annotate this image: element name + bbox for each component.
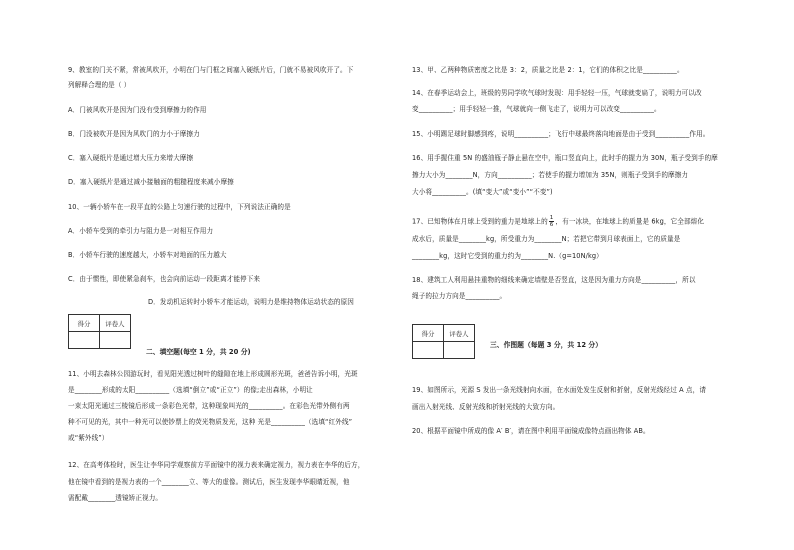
question-17-line-2: 成水后，质量是________kg，所受重力为________N；若把它带到月球表面上，它的质量是 [412,235,681,243]
question-11-line-3: 一束太阳光通过三棱镜后形成一条彩色光带，这种现象叫光的__________。在彩色光带外侧有两 [68,402,350,410]
question-9-option-a: A．门被风吹开是因为门没有受到摩擦力的作用 [68,106,207,114]
question-11-line-1: 11、小明去森林公园游玩时，看见阳光透过树叶的缝隙在地上形成圆形光斑，爸爸告诉小明，光斑 [68,370,358,378]
question-17-text-b: ，有一冰块，在地球上的质量是 6kg，它全部熔化 [555,217,705,226]
section-3-title: 三、作图题（每题 3 分，共 12 分） [490,341,603,349]
question-14-line-1: 14、在春季运动会上，班级的男同学吹气球时发现：用手轻轻一压，气球就变扁了，说明力可以改 [412,89,702,97]
grader-label: 评卷人 [444,325,475,342]
question-14-line-2: 变__________；用手轻轻一推，气球就向一侧飞走了，说明力可以改变__________。 [412,105,661,113]
question-17-line-3: ________kg，这时它受到的重力约为________N.（g=10N/kg） [412,252,603,260]
grader-cell[interactable] [100,332,131,349]
question-10-option-d: D．发动机运转时小轿车才能运动，说明力是维持物体运动状态的原因 [148,298,354,306]
question-9-option-d: D．塞入硬纸片是通过减小接触面的粗糙程度来减小摩擦 [68,178,234,186]
question-19-line-2: 画出入射光线、反射光线和折射光线的大致方向。 [412,403,560,411]
question-9-option-c: C．塞入硬纸片是通过增大压力来增大摩擦 [68,154,194,162]
question-11-line-4: 种不可见的光，其中一种光可以使钞票上的荧光物质发光，这种 光是__________（选填“红外线” [68,418,353,426]
score-label: 得分 [413,325,444,342]
section-2-title: 二、填空题(每空 1 分，共 20 分) [146,348,251,356]
question-15: 15、小明踢足球时脚感到疼，说明__________；飞行中球最终落向地面是由于受到__________作用。 [412,130,710,138]
score-table-section-2 [68,314,131,349]
question-10-option-b: B．小轿车行驶的速度越大，小轿车对地面的压力越大 [68,251,227,259]
question-16-line-3: 大小将__________。(填“变大”或“变小”“不变”) [412,188,553,196]
question-11-line-2: 是________形成的太阳__________（选填“倒立”或“正立”）的像;走出森林，小明让 [68,386,313,394]
question-10-option-c: C．由于惯性，即使紧急刹车，也会向前运动一段距离才能停下来 [68,275,261,283]
question-12-line-1: 12、在高考体检时，医生让李华同学观察前方平面镜中的视力表来确定视力，视力表在李华的后方， [68,461,365,469]
question-10-option-a: A．小轿车受到的牵引力与阻力是一对相互作用力 [68,227,214,235]
fraction-numerator: 1 [549,215,554,221]
question-11-line-5: 或“紫外线”） [68,434,109,442]
grader-label: 评卷人 [100,315,131,332]
score-label: 得分 [69,315,100,332]
question-17-line-1 [412,215,704,228]
question-9-option-b: B．门没被吹开是因为风吹门的力小于摩擦力 [68,130,200,138]
question-12-line-2: 他在镜中看到的是视力表的一个________立、等大的虚像。测试后，医生发现李华眼睛近视，他 [68,478,350,486]
question-9-line-2: 列解释合理的是（ ） [68,81,131,89]
question-10-stem: 10、一辆小轿车在一段平直的公路上匀速行驶的过程中，下列说法正确的是 [68,203,291,211]
fraction-denominator: 6 [549,222,554,228]
question-12-line-3: 需配戴________透镜矫正视力。 [68,494,163,502]
left-column [68,0,408,550]
fraction [549,215,555,228]
question-16-line-2: 擦力大小为________N，方向__________；若使手的握力增加为 35N，则瓶子受到手的摩擦力 [412,171,689,179]
question-19-line-1: 19、如图所示，光源 S 发出一条光线射向水面，在水面处发生反射和折射，反射光线经过 A 点，请 [412,386,707,394]
question-18-line-2: 绳子的拉力方向是__________。 [412,292,507,300]
question-20: 20、根据平面镜中所成的像 A′ B′，请在图中利用平面镜成像特点画出物体 AB。 [412,427,650,435]
question-18-line-1: 18、建筑工人利用悬挂重物的细线来确定墙壁是否竖直，这是因为重力方向是__________，所以 [412,276,696,284]
question-13: 13、甲、乙两种物质密度之比是 3：2，质量之比是 2：1，它们的体积之比是__________。 [412,66,684,74]
grader-cell[interactable] [444,342,475,359]
score-cell[interactable] [69,332,100,349]
question-9-line-1: 9、教室的门关不紧，常被风吹开，小明在门与门框之间塞入硬纸片后，门就不易被风吹开了。下 [68,66,354,74]
question-17-text-a: 17、已知物体在月球上受到的重力是地球上的 [412,217,548,226]
score-table-section-3 [412,324,475,359]
score-cell[interactable] [413,342,444,359]
question-16-line-1: 16、用手握住重 5N 的盛油瓶子静止悬在空中，瓶口竖直向上，此时手的握力为 30N，瓶子受到手的摩 [412,154,718,162]
right-column [412,0,752,550]
